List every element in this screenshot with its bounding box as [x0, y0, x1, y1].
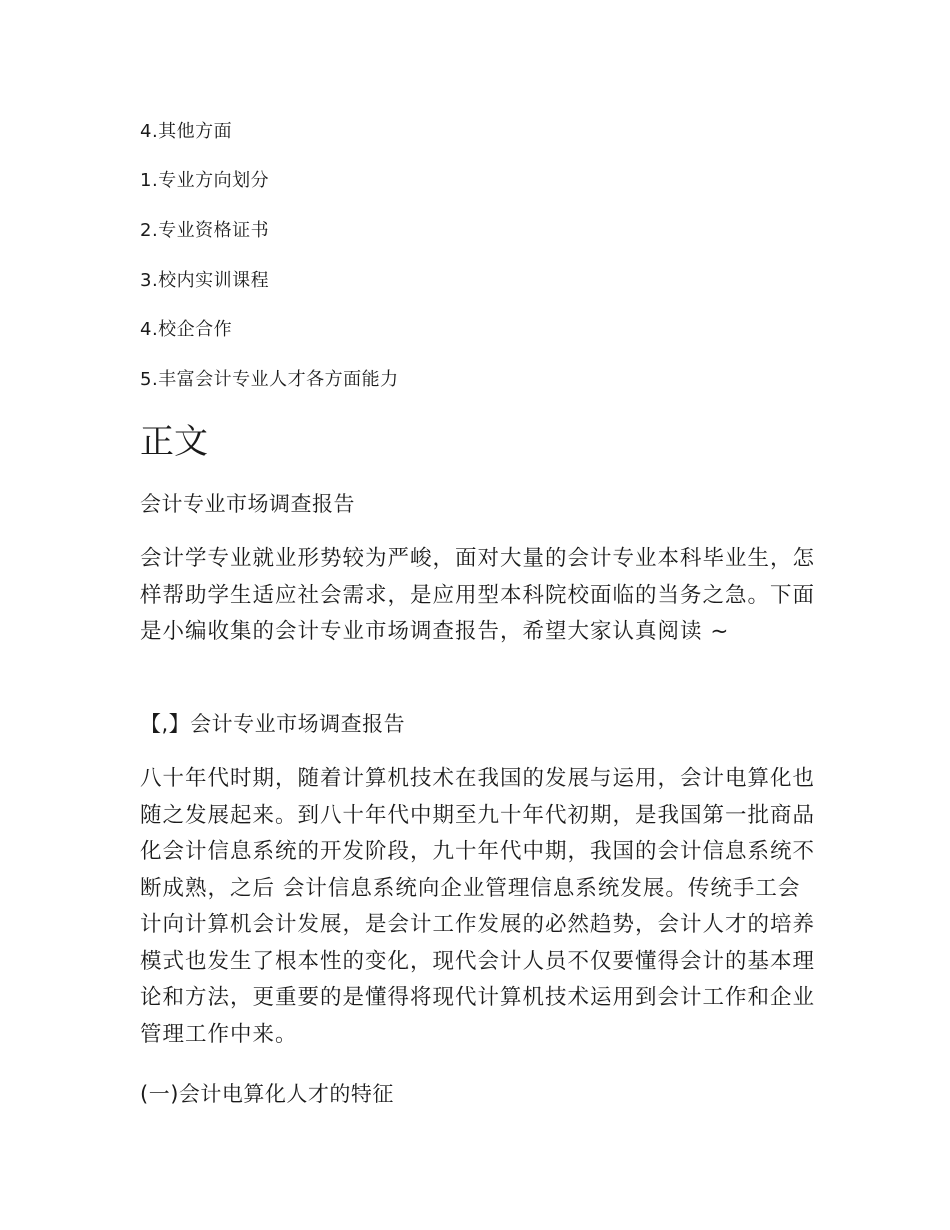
intro-paragraph: 会计学专业就业形势较为严峻，面对大量的会计专业本科毕业生，怎样帮助学生适应社会需求，是应用型本科院校面临的当务之急。下面是小编收集的会计专业市场调查报告，希望大家认真阅读 ~ — [140, 546, 816, 644]
toc-item-major-direction: 1.专业方向划分 — [140, 170, 270, 191]
report-title: 会计专业市场调查报告 — [140, 492, 355, 516]
toc-item-qualification-certificate: 2.专业资格证书 — [140, 220, 270, 241]
toc-item-other-aspects: 4.其他方面 — [140, 121, 233, 142]
toc-item-training-course: 3.校内实训课程 — [140, 270, 270, 291]
subsection-title: (一)会计电算化人才的特征 — [140, 1082, 394, 1106]
main-heading: 正文 — [140, 422, 208, 462]
body-paragraph: 八十年代时期，随着计算机技术在我国的发展与运用，会计电算化也随之发展起来。到八十年代中期至九十年代初期，是我国第一批商品化会计信息系统的开发阶段，九十年代中期，我国的会计信息系统不断成熟，之后 会计信息系统向企业管理信息系统发展。传统手工会计向计算机会计发展，是会计工作发展的必然趋势，会计人才的培养模式也发生了根本性的变化，现代会计人员不仅要懂得会计的基本理论和方法，更重要的是懂得将现代计算机技术运用到会计工作和企业管理工作中来。 — [140, 766, 816, 1047]
toc-item-school-enterprise: 4.校企合作 — [140, 319, 233, 340]
section-title: 【,】会计专业市场调查报告 — [140, 712, 406, 736]
toc-item-abilities: 5.丰富会计专业人才各方面能力 — [140, 369, 399, 390]
